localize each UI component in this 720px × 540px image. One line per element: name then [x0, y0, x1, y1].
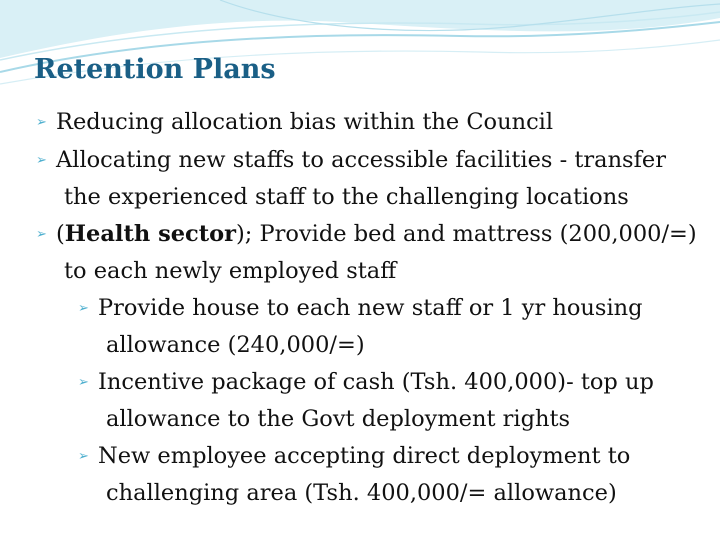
bullet-bold-text: Health sector — [64, 220, 237, 247]
bullet-text: Allocating new staffs to accessible facilities - transfer the experienced staff to the challenging locations — [56, 146, 667, 210]
bullet-text: Incentive package of cash (Tsh. 400,000)- top up allowance to the Govt deployment rights — [98, 368, 654, 432]
bullet-item — [36, 216, 706, 290]
header-wave-decoration — [0, 0, 720, 100]
arrow-bullet-icon: ➢ — [36, 152, 47, 168]
arrow-bullet-icon: ➢ — [78, 374, 89, 390]
slide-title: Retention Plans — [34, 54, 276, 85]
sub-bullet-item — [36, 290, 706, 364]
arrow-bullet-icon: ➢ — [36, 226, 47, 242]
bullet-text: ); Provide bed and mattress (200,000/=) to each newly employed staff — [64, 220, 697, 284]
sub-bullet-item — [36, 364, 706, 438]
bullet-text: Reducing allocation bias within the Council — [56, 109, 554, 135]
bullet-item — [36, 142, 706, 216]
sub-bullet-item — [36, 438, 706, 512]
bullet-prefix: ( — [56, 220, 65, 247]
bullet-text: New employee accepting direct deployment to challenging area (Tsh. 400,000/= allowance) — [98, 442, 631, 506]
bullet-text: Provide house to each new staff or 1 yr housing allowance (240,000/=) — [98, 294, 643, 358]
bullet-item — [36, 104, 706, 142]
bullet-list — [36, 104, 706, 512]
arrow-bullet-icon: ➢ — [36, 115, 47, 130]
arrow-bullet-icon: ➢ — [78, 300, 89, 316]
arrow-bullet-icon: ➢ — [78, 448, 89, 464]
